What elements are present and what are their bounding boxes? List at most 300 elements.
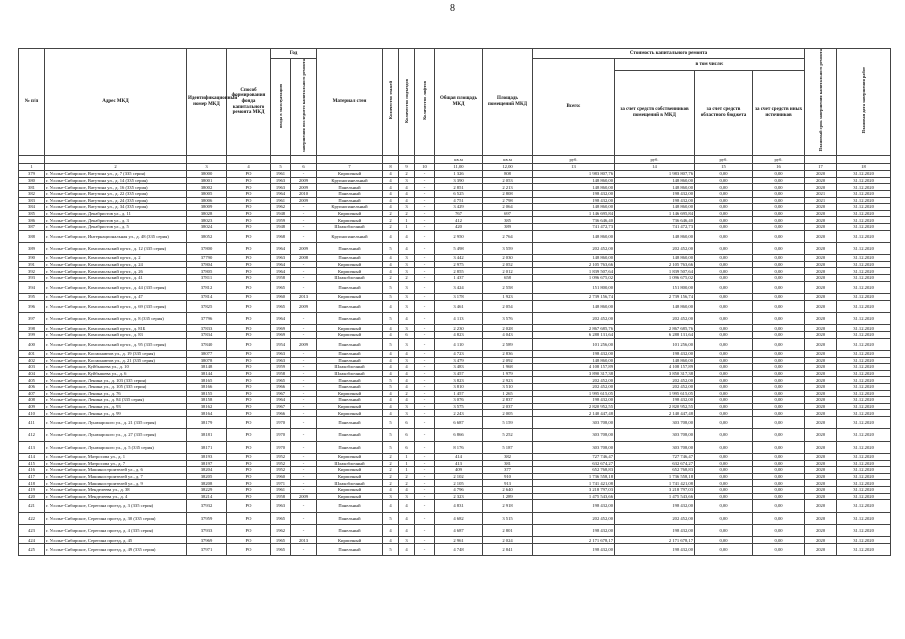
regional-cost-cell: 0,00 <box>695 190 753 197</box>
period-cell: 2020 <box>805 370 837 377</box>
ident-cell: 38009 <box>187 204 227 211</box>
other-cost-cell: 0,00 <box>753 467 805 474</box>
table-row <box>19 204 891 211</box>
other-cost-cell: 0,00 <box>753 190 805 197</box>
ident-cell: 37796 <box>187 313 227 325</box>
wall-material-cell: Шлакоблочный <box>317 364 383 371</box>
year-repair-cell: 2009 <box>291 184 317 191</box>
year-repair-cell: 2009 <box>291 242 317 254</box>
column-index-cell: 6 <box>291 163 317 171</box>
column-index-cell: 4 <box>227 163 271 171</box>
period-cell: 2020 <box>805 403 837 410</box>
entrances-cell: 3 <box>399 204 415 211</box>
floors-cell: 5 <box>383 512 399 524</box>
entrances-cell: 4 <box>399 383 415 390</box>
year-repair-cell: - <box>291 223 317 230</box>
floors-cell: 4 <box>383 351 399 358</box>
year-commission-cell: 1952 <box>271 454 291 461</box>
ident-cell: 37932 <box>187 500 227 512</box>
other-cost-cell: 0,00 <box>753 300 805 312</box>
total-cost-cell: 1 736 558,18 <box>533 473 615 480</box>
wall-material-cell: Панельный <box>317 377 383 384</box>
owners-cost-cell: 727 746,47 <box>615 454 695 461</box>
year-commission-cell: 1965 <box>271 544 291 556</box>
total-cost-cell: 3 218 797,03 <box>533 487 615 494</box>
plan-date-cell: 31.12.2020 <box>837 268 891 275</box>
header-entrances <box>399 49 415 156</box>
year-commission-cell: 1964 <box>271 313 291 325</box>
total-cost-cell: 1 995 615,05 <box>533 390 615 397</box>
period-cell: 2020 <box>805 416 837 428</box>
entrances-cell: 2 <box>399 480 415 487</box>
table-row <box>19 184 891 191</box>
total-cost-cell: 303 708,00 <box>533 429 615 441</box>
header-method: Способ формирования фонда капитального ремонта МКД <box>227 49 271 156</box>
total-cost-cell: 1 839 507,64 <box>533 268 615 275</box>
row-number: 398 <box>19 325 45 332</box>
year-repair-cell: - <box>291 171 317 178</box>
table-row <box>19 537 891 544</box>
other-cost-cell: 0,00 <box>753 441 805 453</box>
year-repair-cell: - <box>291 268 317 275</box>
owners-cost-cell: 652 768,83 <box>615 467 695 474</box>
elevators-cell: - <box>415 480 435 487</box>
plan-date-cell: 31.12.2020 <box>837 332 891 339</box>
table-row <box>19 403 891 410</box>
address-cell: г. Усолье-Сибирское, Комсомольский пр-кт., д. 44 (335 серия) <box>45 281 187 293</box>
living-area-cell: 808 <box>483 171 533 178</box>
total-cost-cell: 202 452,00 <box>533 377 615 384</box>
plan-date-cell: 31.12.2020 <box>837 177 891 184</box>
floors-cell: 5 <box>383 338 399 350</box>
page-number: 8 <box>450 3 455 14</box>
table-row <box>19 325 891 332</box>
address-cell: г. Усолье-Сибирское, Ленина ул., д. 99 <box>45 410 187 417</box>
table-row <box>19 390 891 397</box>
period-cell: 2020 <box>805 429 837 441</box>
address-cell: г. Усолье-Сибирское, Матросова ул., д. 7 <box>45 460 187 467</box>
year-commission-cell: 1969 <box>271 332 291 339</box>
living-area-cell: 2 836 <box>483 351 533 358</box>
elevators-cell: - <box>415 294 435 301</box>
plan-date-cell: 31.12.2020 <box>837 383 891 390</box>
total-area-cell: 414 <box>435 454 483 461</box>
year-commission-cell: 1963 <box>271 184 291 191</box>
ident-cell: 37800 <box>187 242 227 254</box>
total-area-cell: 3 429 <box>435 204 483 211</box>
unit-cell: руб. <box>753 155 805 163</box>
row-number: 420 <box>19 493 45 500</box>
floors-cell: 3 <box>383 493 399 500</box>
total-area-cell: 5 498 <box>435 242 483 254</box>
total-area-cell: 4 682 <box>435 512 483 524</box>
row-number: 394 <box>19 281 45 293</box>
total-area-cell: 3 178 <box>435 294 483 301</box>
table-body <box>19 171 891 556</box>
floors-cell: 4 <box>383 332 399 339</box>
entrances-cell: 3 <box>399 403 415 410</box>
wall-material-cell: Кирпичный <box>317 325 383 332</box>
elevators-cell: - <box>415 525 435 537</box>
wall-material-cell: Панельный <box>317 190 383 197</box>
wall-material-cell: Панельный <box>317 242 383 254</box>
header-period-label: Плановый срок завершения капитального ремонта <box>818 49 824 152</box>
table-row <box>19 313 891 325</box>
ident-cell: 37833 <box>187 325 227 332</box>
period-cell: 2020 <box>805 467 837 474</box>
period-cell: 2020 <box>805 294 837 301</box>
regional-cost-cell: 0,00 <box>695 377 753 384</box>
other-cost-cell: 0,00 <box>753 177 805 184</box>
ident-cell: 37971 <box>187 544 227 556</box>
method-cell: РО <box>227 377 271 384</box>
owners-cost-cell: 148 860,00 <box>615 184 695 191</box>
entrances-cell: 3 <box>399 357 415 364</box>
year-commission-cell: 1971 <box>271 480 291 487</box>
other-cost-cell: 0,00 <box>753 370 805 377</box>
living-area-cell: 910 <box>483 473 533 480</box>
period-cell: 2020 <box>805 300 837 312</box>
floors-cell: 5 <box>383 377 399 384</box>
period-cell: 2020 <box>805 255 837 262</box>
other-cost-cell: 0,00 <box>753 410 805 417</box>
other-cost-cell: 0,00 <box>753 383 805 390</box>
total-cost-cell: 202 452,00 <box>533 512 615 524</box>
year-commission-cell: 1961 <box>271 487 291 494</box>
table-row <box>19 217 891 224</box>
method-cell: РО <box>227 210 271 217</box>
method-cell: РО <box>227 467 271 474</box>
total-cost-cell: 151 800,00 <box>533 281 615 293</box>
year-repair-cell: - <box>291 487 317 494</box>
header-regional: за счет средств областного бюджета <box>695 71 753 156</box>
total-cost-cell: 2 739 156,74 <box>533 294 615 301</box>
address-cell: г. Усолье-Сибирское, Серегина проезд, д. 30 (335 серия) <box>45 512 187 524</box>
year-repair-cell: - <box>291 403 317 410</box>
total-cost-cell: 148 860,00 <box>533 177 615 184</box>
floors-cell: 4 <box>383 357 399 364</box>
ident-cell: 38208 <box>187 480 227 487</box>
wall-material-cell: Кирпичный <box>317 467 383 474</box>
period-cell: 2020 <box>805 525 837 537</box>
table-row <box>19 487 891 494</box>
living-area-cell: 2 918 <box>483 500 533 512</box>
total-cost-cell: 736 646,40 <box>533 217 615 224</box>
total-area-cell: 420 <box>435 223 483 230</box>
other-cost-cell: 0,00 <box>753 525 805 537</box>
total-area-cell: 3 575 <box>435 403 483 410</box>
plan-date-cell: 31.12.2020 <box>837 487 891 494</box>
regional-cost-cell: 0,00 <box>695 473 753 480</box>
year-commission-cell: 1963 <box>271 255 291 262</box>
wall-material-cell: Крупнопанельный <box>317 204 383 211</box>
method-cell: РО <box>227 364 271 371</box>
regional-cost-cell: 0,00 <box>695 210 753 217</box>
ident-cell: 38077 <box>187 351 227 358</box>
year-commission-cell: 1963 <box>271 177 291 184</box>
owners-cost-cell: 303 708,00 <box>615 416 695 428</box>
method-cell: РО <box>227 171 271 178</box>
regional-cost-cell: 0,00 <box>695 403 753 410</box>
row-number: 405 <box>19 377 45 384</box>
row-number: 393 <box>19 275 45 282</box>
other-cost-cell: 0,00 <box>753 275 805 282</box>
ident-cell: 38179 <box>187 416 227 428</box>
table-row <box>19 416 891 428</box>
table-row <box>19 493 891 500</box>
address-cell: г. Усолье-Сибирское, Космонавтов ул., д. 19 (335 серия) <box>45 351 187 358</box>
table-row <box>19 177 891 184</box>
table-row <box>19 300 891 312</box>
floors-cell: 2 <box>383 460 399 467</box>
row-number: 425 <box>19 544 45 556</box>
living-area-cell: 3 576 <box>483 313 533 325</box>
living-area-cell: 2 640 <box>483 487 533 494</box>
living-area-cell: 658 <box>483 275 533 282</box>
owners-cost-cell: 148 860,00 <box>615 230 695 242</box>
entrances-cell: 3 <box>399 261 415 268</box>
entrances-cell: 3 <box>399 255 415 262</box>
year-repair-cell: - <box>291 204 317 211</box>
ident-cell: 38214 <box>187 493 227 500</box>
period-cell: 2020 <box>805 390 837 397</box>
method-cell: РО <box>227 410 271 417</box>
year-repair-cell: - <box>291 261 317 268</box>
year-repair-cell: - <box>291 383 317 390</box>
row-number: 410 <box>19 410 45 417</box>
living-area-cell: 3 559 <box>483 242 533 254</box>
owners-cost-cell: 101 256,00 <box>615 338 695 350</box>
elevators-cell: - <box>415 217 435 224</box>
elevators-cell: - <box>415 223 435 230</box>
ident-cell: 37804 <box>187 261 227 268</box>
entrances-cell: 4 <box>399 544 415 556</box>
ident-cell: 38023 <box>187 217 227 224</box>
elevators-cell: - <box>415 204 435 211</box>
table-row <box>19 255 891 262</box>
ident-cell: 38171 <box>187 441 227 453</box>
regional-cost-cell: 0,00 <box>695 197 753 204</box>
regional-cost-cell: 0,00 <box>695 184 753 191</box>
plan-date-cell: 31.12.2020 <box>837 429 891 441</box>
other-cost-cell: 0,00 <box>753 544 805 556</box>
method-cell: РО <box>227 197 271 204</box>
year-commission-cell: 1963 <box>271 351 291 358</box>
ident-cell: 38028 <box>187 210 227 217</box>
row-number: 423 <box>19 525 45 537</box>
method-cell: РО <box>227 357 271 364</box>
total-area-cell: 2 961 <box>435 537 483 544</box>
elevators-cell: - <box>415 441 435 453</box>
year-commission-cell: 1970 <box>271 416 291 428</box>
regional-cost-cell: 0,00 <box>695 416 753 428</box>
floors-cell: 4 <box>383 325 399 332</box>
regional-cost-cell: 0,00 <box>695 351 753 358</box>
regional-cost-cell: 0,00 <box>695 525 753 537</box>
other-cost-cell: 0,00 <box>753 268 805 275</box>
other-cost-cell: 0,00 <box>753 460 805 467</box>
period-cell: 2020 <box>805 480 837 487</box>
address-cell: г. Усолье-Сибирское, Луначарского ул., д. 5 (335 серия) <box>45 441 187 453</box>
elevators-cell: - <box>415 338 435 350</box>
living-area-cell: 389 <box>483 223 533 230</box>
year-repair-cell: - <box>291 460 317 467</box>
wall-material-cell: Кирпичный <box>317 390 383 397</box>
floors-cell: 4 <box>383 300 399 312</box>
regional-cost-cell: 0,00 <box>695 467 753 474</box>
regional-cost-cell: 0,00 <box>695 441 753 453</box>
table-row <box>19 275 891 282</box>
total-area-cell: 1 326 <box>435 171 483 178</box>
entrances-cell: 4 <box>399 351 415 358</box>
table-header <box>19 49 891 171</box>
row-number: 413 <box>19 441 45 453</box>
column-index-cell: 9 <box>399 163 415 171</box>
floors-cell: 4 <box>383 230 399 242</box>
total-cost-cell: 198 432,00 <box>533 525 615 537</box>
ident-cell: 38229 <box>187 487 227 494</box>
entrances-cell: 4 <box>399 242 415 254</box>
column-index-cell: 13 <box>533 163 615 171</box>
owners-cost-cell: 148 860,00 <box>615 177 695 184</box>
address-cell: г. Усолье-Сибирское, Комсомольский пр-кт., д. 81Б <box>45 325 187 332</box>
wall-material-cell: Кирпичный <box>317 403 383 410</box>
living-area-cell: 2 024 <box>483 537 533 544</box>
elevators-cell: - <box>415 429 435 441</box>
regional-cost-cell: 0,00 <box>695 383 753 390</box>
plan-date-cell: 31.12.2020 <box>837 416 891 428</box>
address-cell: г. Усолье-Сибирское, Ленина ул., д. 103 (335 серия) <box>45 377 187 384</box>
other-cost-cell: 0,00 <box>753 397 805 404</box>
period-cell: 2020 <box>805 473 837 480</box>
year-commission-cell: 1958 <box>271 370 291 377</box>
year-commission-cell: 1965 <box>271 281 291 293</box>
total-area-cell: 4 823 <box>435 332 483 339</box>
row-number: 401 <box>19 351 45 358</box>
living-area-cell: 2 837 <box>483 397 533 404</box>
method-cell: РО <box>227 390 271 397</box>
table-row <box>19 190 891 197</box>
total-cost-cell: 1 983 807,76 <box>533 171 615 178</box>
ident-cell: 38001 <box>187 177 227 184</box>
period-cell: 2020 <box>805 500 837 512</box>
address-cell: г. Усолье-Сибирское, Серегина проезд, д. 49 (335 серия) <box>45 544 187 556</box>
regional-cost-cell: 0,00 <box>695 275 753 282</box>
living-area-cell: 2 053 <box>483 177 533 184</box>
table-row <box>19 230 891 242</box>
table-row <box>19 210 891 217</box>
elevators-cell: - <box>415 357 435 364</box>
method-cell: РО <box>227 313 271 325</box>
entrances-cell: 2 <box>399 171 415 178</box>
header-year-last-repair <box>291 59 317 156</box>
year-commission-cell: 1964 <box>271 242 291 254</box>
living-area-cell: 2 028 <box>483 325 533 332</box>
entrances-cell: 4 <box>399 197 415 204</box>
living-area-cell: 5 159 <box>483 416 533 428</box>
column-index-cell: 5 <box>271 163 291 171</box>
ident-cell: 38162 <box>187 403 227 410</box>
plan-date-cell: 31.12.2020 <box>837 500 891 512</box>
wall-material-cell: Шлакоблочный <box>317 370 383 377</box>
year-repair-cell: 2010 <box>291 190 317 197</box>
other-cost-cell: 0,00 <box>753 487 805 494</box>
regional-cost-cell: 0,00 <box>695 242 753 254</box>
year-repair-cell: - <box>291 230 317 242</box>
living-area-cell: 2 558 <box>483 281 533 293</box>
method-cell: РО <box>227 473 271 480</box>
total-cost-cell: 3 890 317,38 <box>533 370 615 377</box>
other-cost-cell: 0,00 <box>753 197 805 204</box>
header-elevators-label: Количество лифтов <box>422 81 428 120</box>
other-cost-cell: 0,00 <box>753 351 805 358</box>
column-index-cell: 16 <box>753 163 805 171</box>
row-number: 415 <box>19 460 45 467</box>
wall-material-cell: Шлакоблочный <box>317 480 383 487</box>
table-row <box>19 525 891 537</box>
elevators-cell: - <box>415 454 435 461</box>
year-commission-cell: 1962 <box>271 204 291 211</box>
address-cell: г. Усолье-Сибирское, Ватутина ул., д. 22 (335 серия) <box>45 190 187 197</box>
year-repair-cell: - <box>291 473 317 480</box>
address-cell: г. Усолье-Сибирское, Комсомольский пр-кт., д. 2 <box>45 255 187 262</box>
method-cell: РО <box>227 242 271 254</box>
other-cost-cell: 0,00 <box>753 281 805 293</box>
plan-date-cell: 31.12.2020 <box>837 537 891 544</box>
wall-material-cell: Панельный <box>317 357 383 364</box>
row-number: 412 <box>19 429 45 441</box>
address-cell: г. Усолье-Сибирское, Ватутина ул., д. 34 (335 серия) <box>45 204 187 211</box>
year-commission-cell: 1964 <box>271 268 291 275</box>
living-area-cell: 2 764 <box>483 230 533 242</box>
plan-date-cell: 31.12.2020 <box>837 351 891 358</box>
wall-material-cell: Панельный <box>317 351 383 358</box>
year-commission-cell: 1952 <box>271 460 291 467</box>
owners-cost-cell: 202 452,00 <box>615 242 695 254</box>
elevators-cell: - <box>415 332 435 339</box>
address-cell: г. Усолье-Сибирское, Серегина проезд, д. 3 (335 серия) <box>45 500 187 512</box>
address-cell: г. Усолье-Сибирское, Серегина проезд, д. 4 (335 серия) <box>45 525 187 537</box>
owners-cost-cell: 1 146 695,84 <box>615 210 695 217</box>
ident-cell: 38205 <box>187 473 227 480</box>
floors-cell: 4 <box>383 261 399 268</box>
plan-date-cell: 31.12.2020 <box>837 493 891 500</box>
wall-material-cell: Кирпичный <box>317 454 383 461</box>
row-number: 384 <box>19 204 45 211</box>
period-cell: 2020 <box>805 210 837 217</box>
units-row <box>19 155 891 163</box>
method-cell: РО <box>227 512 271 524</box>
row-number: 385 <box>19 210 45 217</box>
total-cost-cell: 2 171 678,17 <box>533 537 615 544</box>
elevators-cell: - <box>415 210 435 217</box>
entrances-cell: 3 <box>399 268 415 275</box>
wall-material-cell: Шлакоблочный <box>317 460 383 467</box>
column-index-cell: 3 <box>187 163 227 171</box>
total-cost-cell: 1 096 675,02 <box>533 275 615 282</box>
row-number: 379 <box>19 171 45 178</box>
ident-cell: 37969 <box>187 537 227 544</box>
method-cell: РО <box>227 332 271 339</box>
total-area-cell: 3 823 <box>435 377 483 384</box>
living-area-cell: 2 798 <box>483 197 533 204</box>
entrances-cell: 4 <box>399 377 415 384</box>
regional-cost-cell: 0,00 <box>695 390 753 397</box>
ident-cell: 37814 <box>187 294 227 301</box>
floors-cell: 4 <box>383 410 399 417</box>
row-number: 406 <box>19 383 45 390</box>
floors-cell: 4 <box>383 268 399 275</box>
